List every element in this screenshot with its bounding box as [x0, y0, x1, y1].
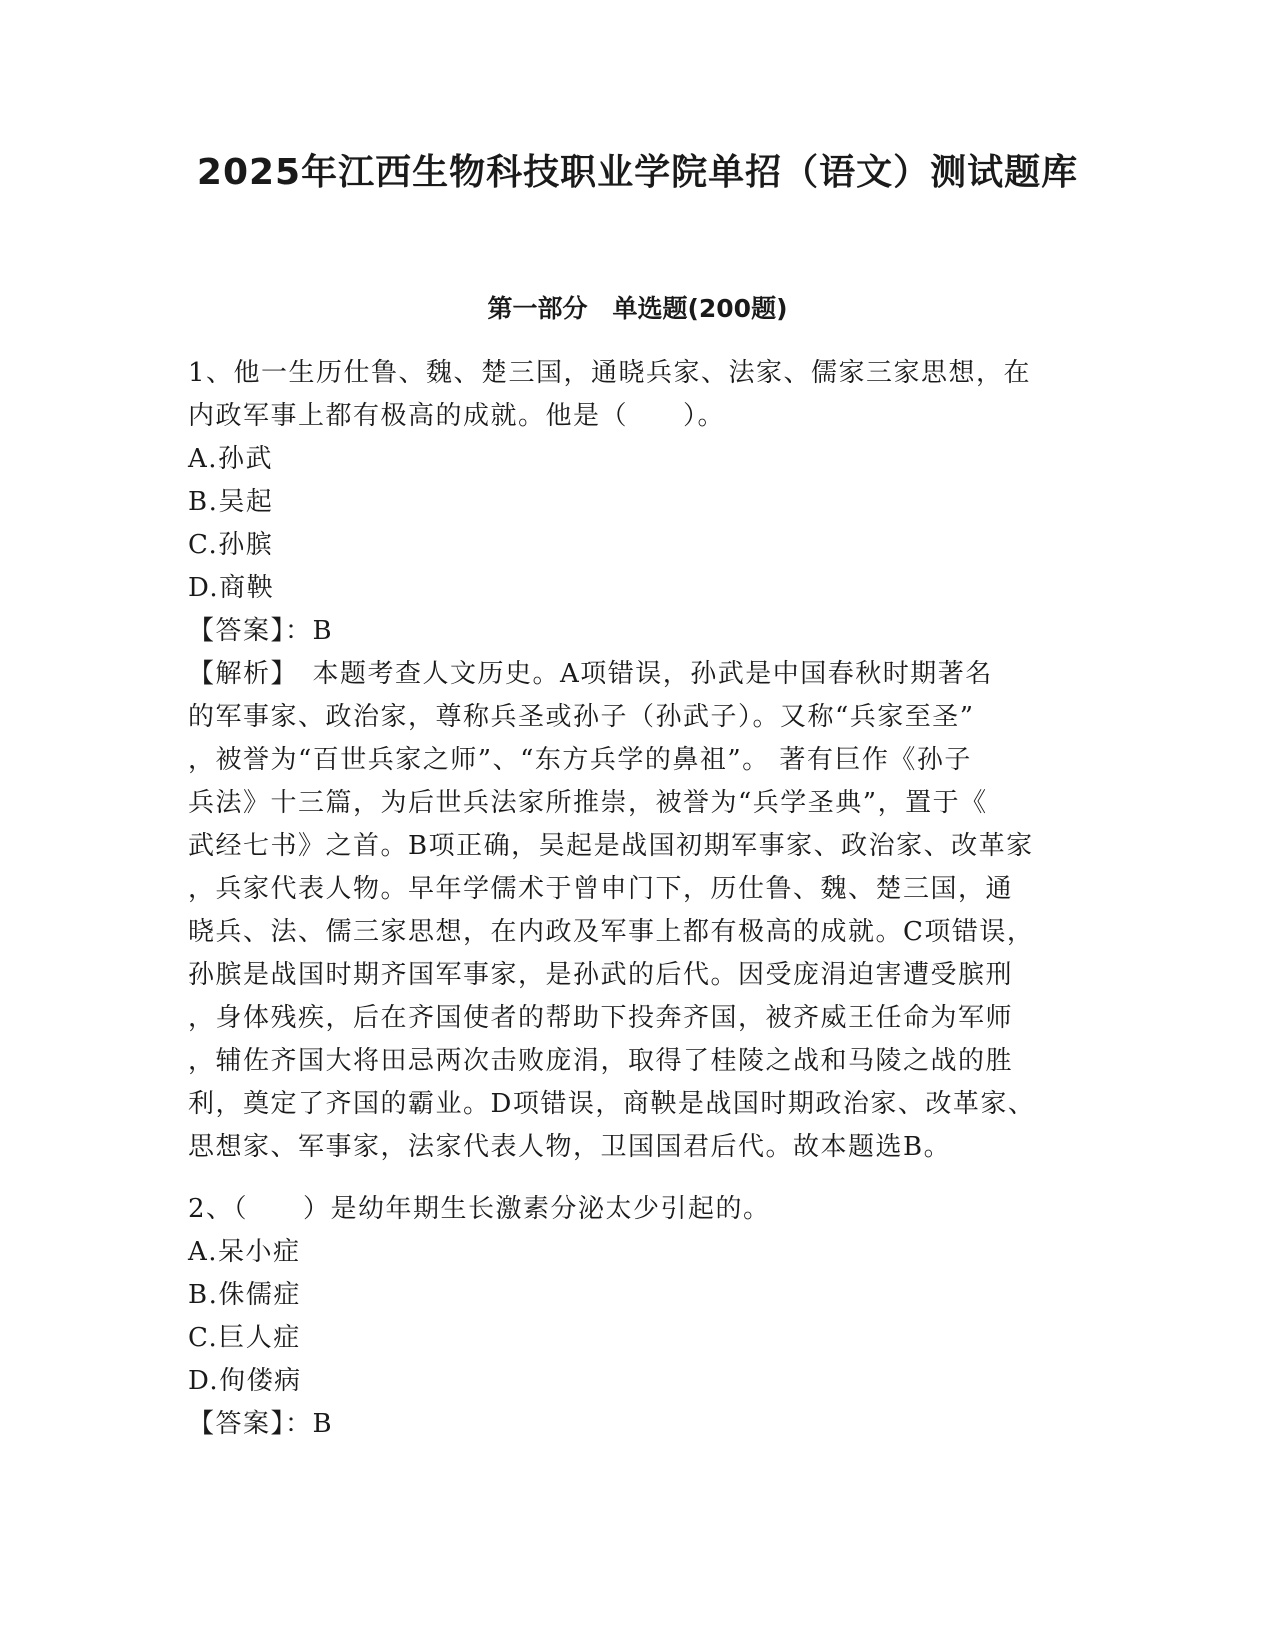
- analysis-line: ，身体残疾，后在齐国使者的帮助下投奔齐国，被齐威王任命为军师: [188, 1003, 1014, 1033]
- analysis-line: 孙膑是战国时期齐国军事家，是孙武的后代。因受庞涓迫害遭受膑刑: [188, 960, 1014, 990]
- analysis-line: 的军事家、政治家，尊称兵圣或孙子（孙武子）。又称“兵家至圣”: [188, 702, 975, 732]
- analysis-line: 晓兵、法、儒三家思想，在内政及军事上都有极高的成就。C项错误，: [188, 917, 1035, 947]
- option-d: D.佝偻病: [188, 1366, 302, 1396]
- analysis-line: 兵法》十三篇，为后世兵法家所推崇，被誉为“兵学圣典”，置于《: [188, 788, 988, 818]
- option-d: D.商鞅: [188, 573, 275, 603]
- question-stem-line: 2、（ ）是幼年期生长激素分泌太少引起的。: [188, 1194, 771, 1224]
- analysis-line: 武经七书》之首。B项正确，吴起是战国初期军事家、政治家、改革家: [188, 831, 1034, 861]
- section-heading: 第一部分 单选题(200题): [487, 294, 788, 323]
- document-title: 2025年江西生物科技职业学院单招（语文）测试题库: [196, 152, 1079, 193]
- question-stem-line: 内政军事上都有极高的成就。他是（ ）。: [188, 401, 726, 431]
- analysis-line: ，辅佐齐国大将田忌两次击败庞涓，取得了桂陵之战和马陵之战的胜: [188, 1046, 1014, 1076]
- option-c: C.孙膑: [188, 530, 274, 560]
- answer-line: 【答案】：B: [188, 616, 334, 646]
- analysis-line: ，兵家代表人物。早年学儒术于曾申门下，历仕鲁、魏、楚三国，通: [188, 874, 1014, 904]
- option-a: A.呆小症: [188, 1237, 301, 1267]
- answer-line: 【答案】：B: [188, 1409, 334, 1439]
- question-1: [188, 352, 1088, 1169]
- question-stem-line: 1、他一生历仕鲁、魏、楚三国，通晓兵家、法家、儒家三家思想，在: [188, 358, 1032, 388]
- option-c: C.巨人症: [188, 1323, 301, 1353]
- analysis-line: 利，奠定了齐国的霸业。D项错误，商鞅是战国时期政治家、改革家、: [188, 1089, 1036, 1119]
- option-b: B.侏儒症: [188, 1280, 301, 1310]
- option-a: A.孙武: [188, 444, 274, 474]
- analysis-line: 思想家、军事家，法家代表人物，卫国国君后代。故本题选B。: [188, 1132, 952, 1162]
- analysis-line: ，被誉为“百世兵家之师”、“东方兵学的鼻祖”。 著有巨作《孙子: [188, 745, 972, 775]
- question-2: [188, 1188, 1088, 1446]
- option-b: B.吴起: [188, 487, 274, 517]
- analysis-line: 【解析】 本题考查人文历史。A项错误，孙武是中国春秋时期著名: [188, 659, 993, 689]
